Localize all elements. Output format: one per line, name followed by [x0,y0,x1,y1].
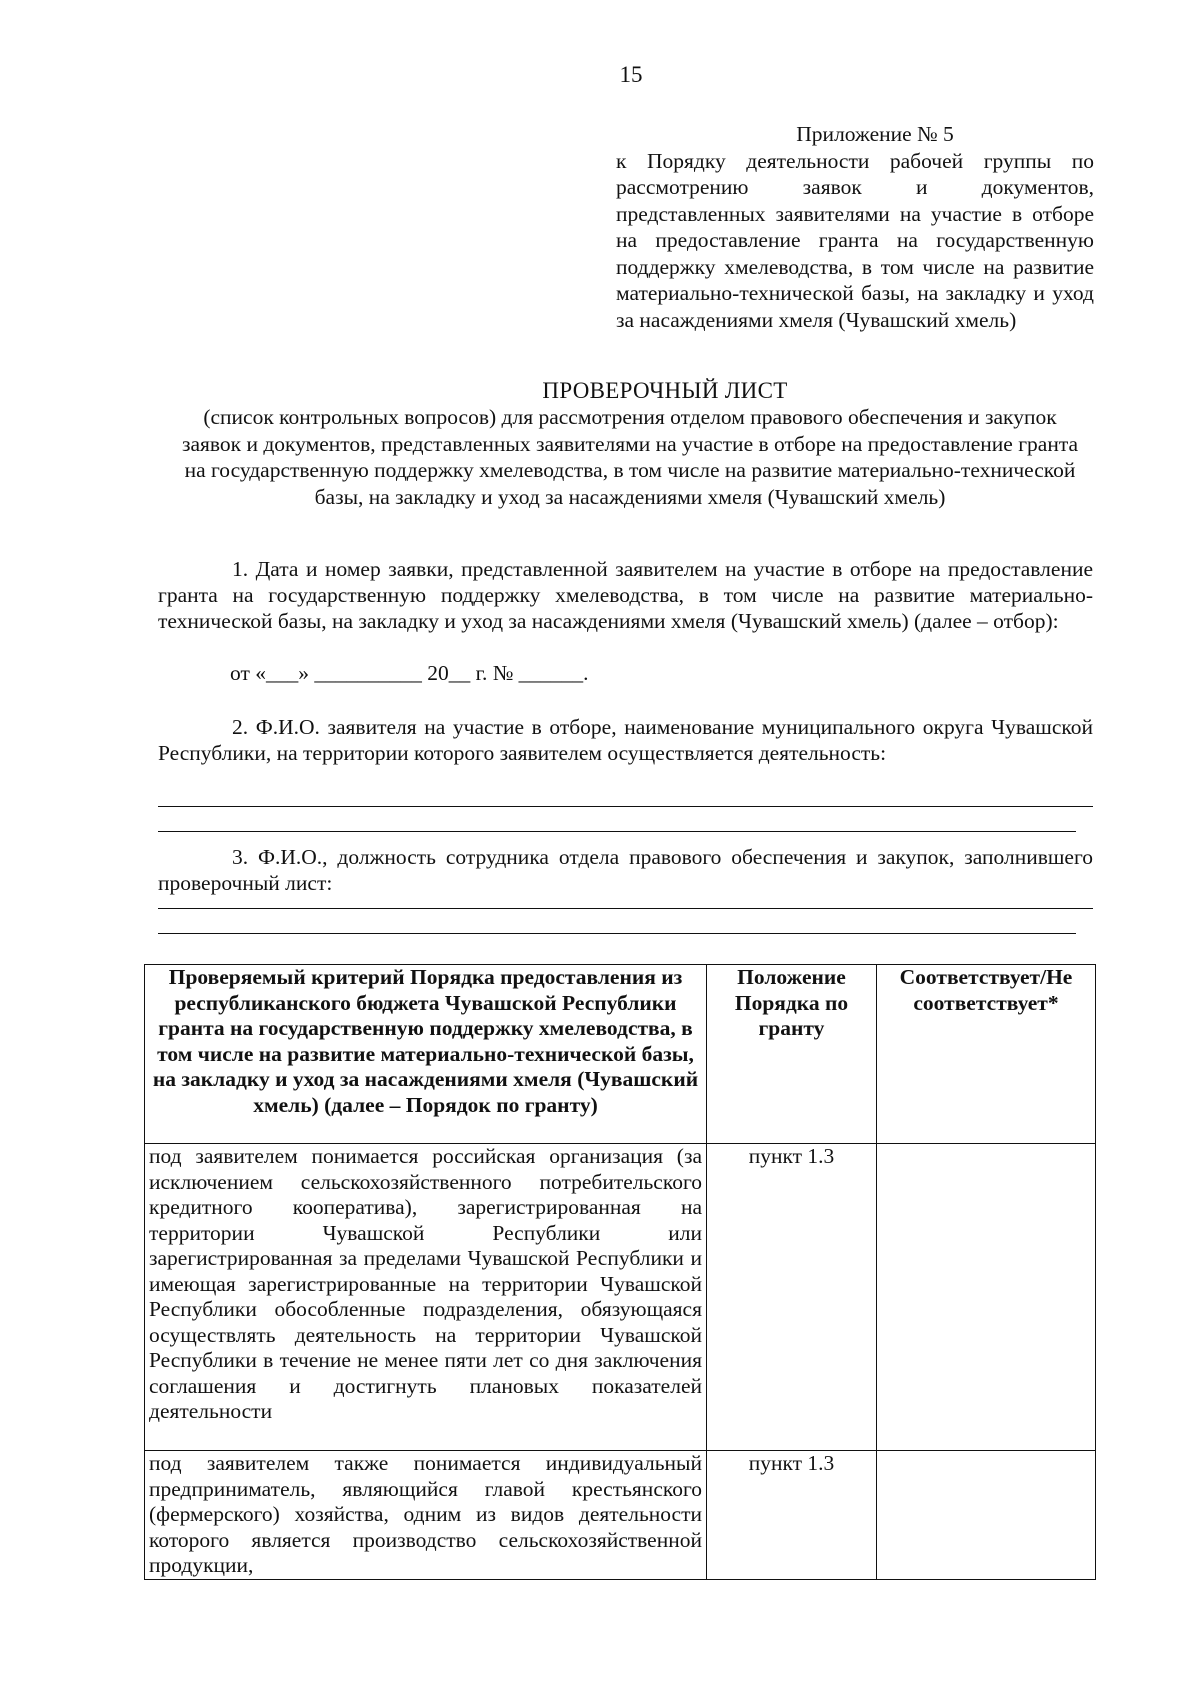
criterion-text: под заявителем также понимается индивидуальный предприниматель, являющийся главой крестьянского (фермерского) хозяйства, одним из видов деятельности которого является производство сельскохозяйственной продукции, [149,1451,702,1577]
section-1-date-line: от «___» __________ 20__ г. № ______. [230,661,589,685]
compliance-cell [877,1451,1096,1580]
fill-line [158,831,1076,832]
section-1-text: 1. Дата и номер заявки, представленной заявителем на участие в отборе на предоставление гранта на государственную поддержку хмелеводства, в том числе на развитие материально-технической базы, на закладку и уход за насаждениями хмеля (Чувашский хмель) (далее – отбор): [158,557,1093,633]
table-row [145,1144,1096,1451]
section-2-text: 2. Ф.И.О. заявителя на участие в отборе, наименование муниципального округа Чувашской Республики, на территории которого заявителем осуществляется деятельность: [158,715,1093,765]
table-row [145,1451,1096,1580]
header-provision: Положение Порядка по гранту [707,965,877,1144]
fill-line [158,933,1076,934]
provision-cell: пункт 1.3 [707,1451,877,1580]
appendix-block [616,121,1094,333]
provision-cell: пункт 1.3 [707,1144,877,1451]
criterion-cell [145,1451,707,1580]
criterion-cell: под заявителем понимается российская организация (за исключением сельскохозяйственного потребительского кредитного кооператива), зарегистрированная на территории Чувашской Республики или зарегистрированная за пределами Чувашской Республики и имеющая зарегистрированные на территории Чувашской Республики обособленные подразделения, обязующаяся осуществлять деятельность на территории Чувашской Республики в течение не менее пяти лет со дня заключения соглашения и достигнуть плановых показателей деятельности [145,1144,707,1451]
section-3-text: 3. Ф.И.О., должность сотрудника отдела правового обеспечения и закупок, заполнившего проверочный лист: [158,845,1093,895]
table-header-row [145,965,1096,1144]
header-criterion: Проверяемый критерий Порядка предоставления из республиканского бюджета Чувашской Республики гранта на государственную поддержку хмелеводства, в том числе на развитие материально-технической базы, на закладку и уход за насаждениями хмеля (Чувашский хмель) (далее – Порядок по гранту) [145,965,707,1144]
appendix-title: Приложение № 5 [796,122,954,146]
document-subtitle: (список контрольных вопросов) для рассмотрения отделом правового обеспечения и закупок заявок и документов, представленных заявителями на участие в отборе на предоставление гранта на государственную поддержку хмелеводства, в том числе на развитие материально-технической базы, на закладку и уход за насаждениями хмеля (Чувашский хмель) [181,405,1079,509]
compliance-cell [877,1144,1096,1451]
page-number: 15 [619,62,643,87]
fill-line [158,806,1093,807]
header-compliance: Соответствует/Не соответствует* [877,965,1096,1144]
fill-line [158,908,1093,909]
appendix-text: к Порядку деятельности рабочей группы по рассмотрению заявок и документов, представленных заявителями на участие в отборе на предоставление гранта на государственную поддержку хмелеводства, в том числе на развитие материально-технической базы, на закладку и уход за насаждениями хмеля (Чувашский хмель) [616,148,1094,332]
criteria-table [144,964,1096,1580]
document-title: ПРОВЕРОЧНЫЙ ЛИСТ [542,378,788,403]
